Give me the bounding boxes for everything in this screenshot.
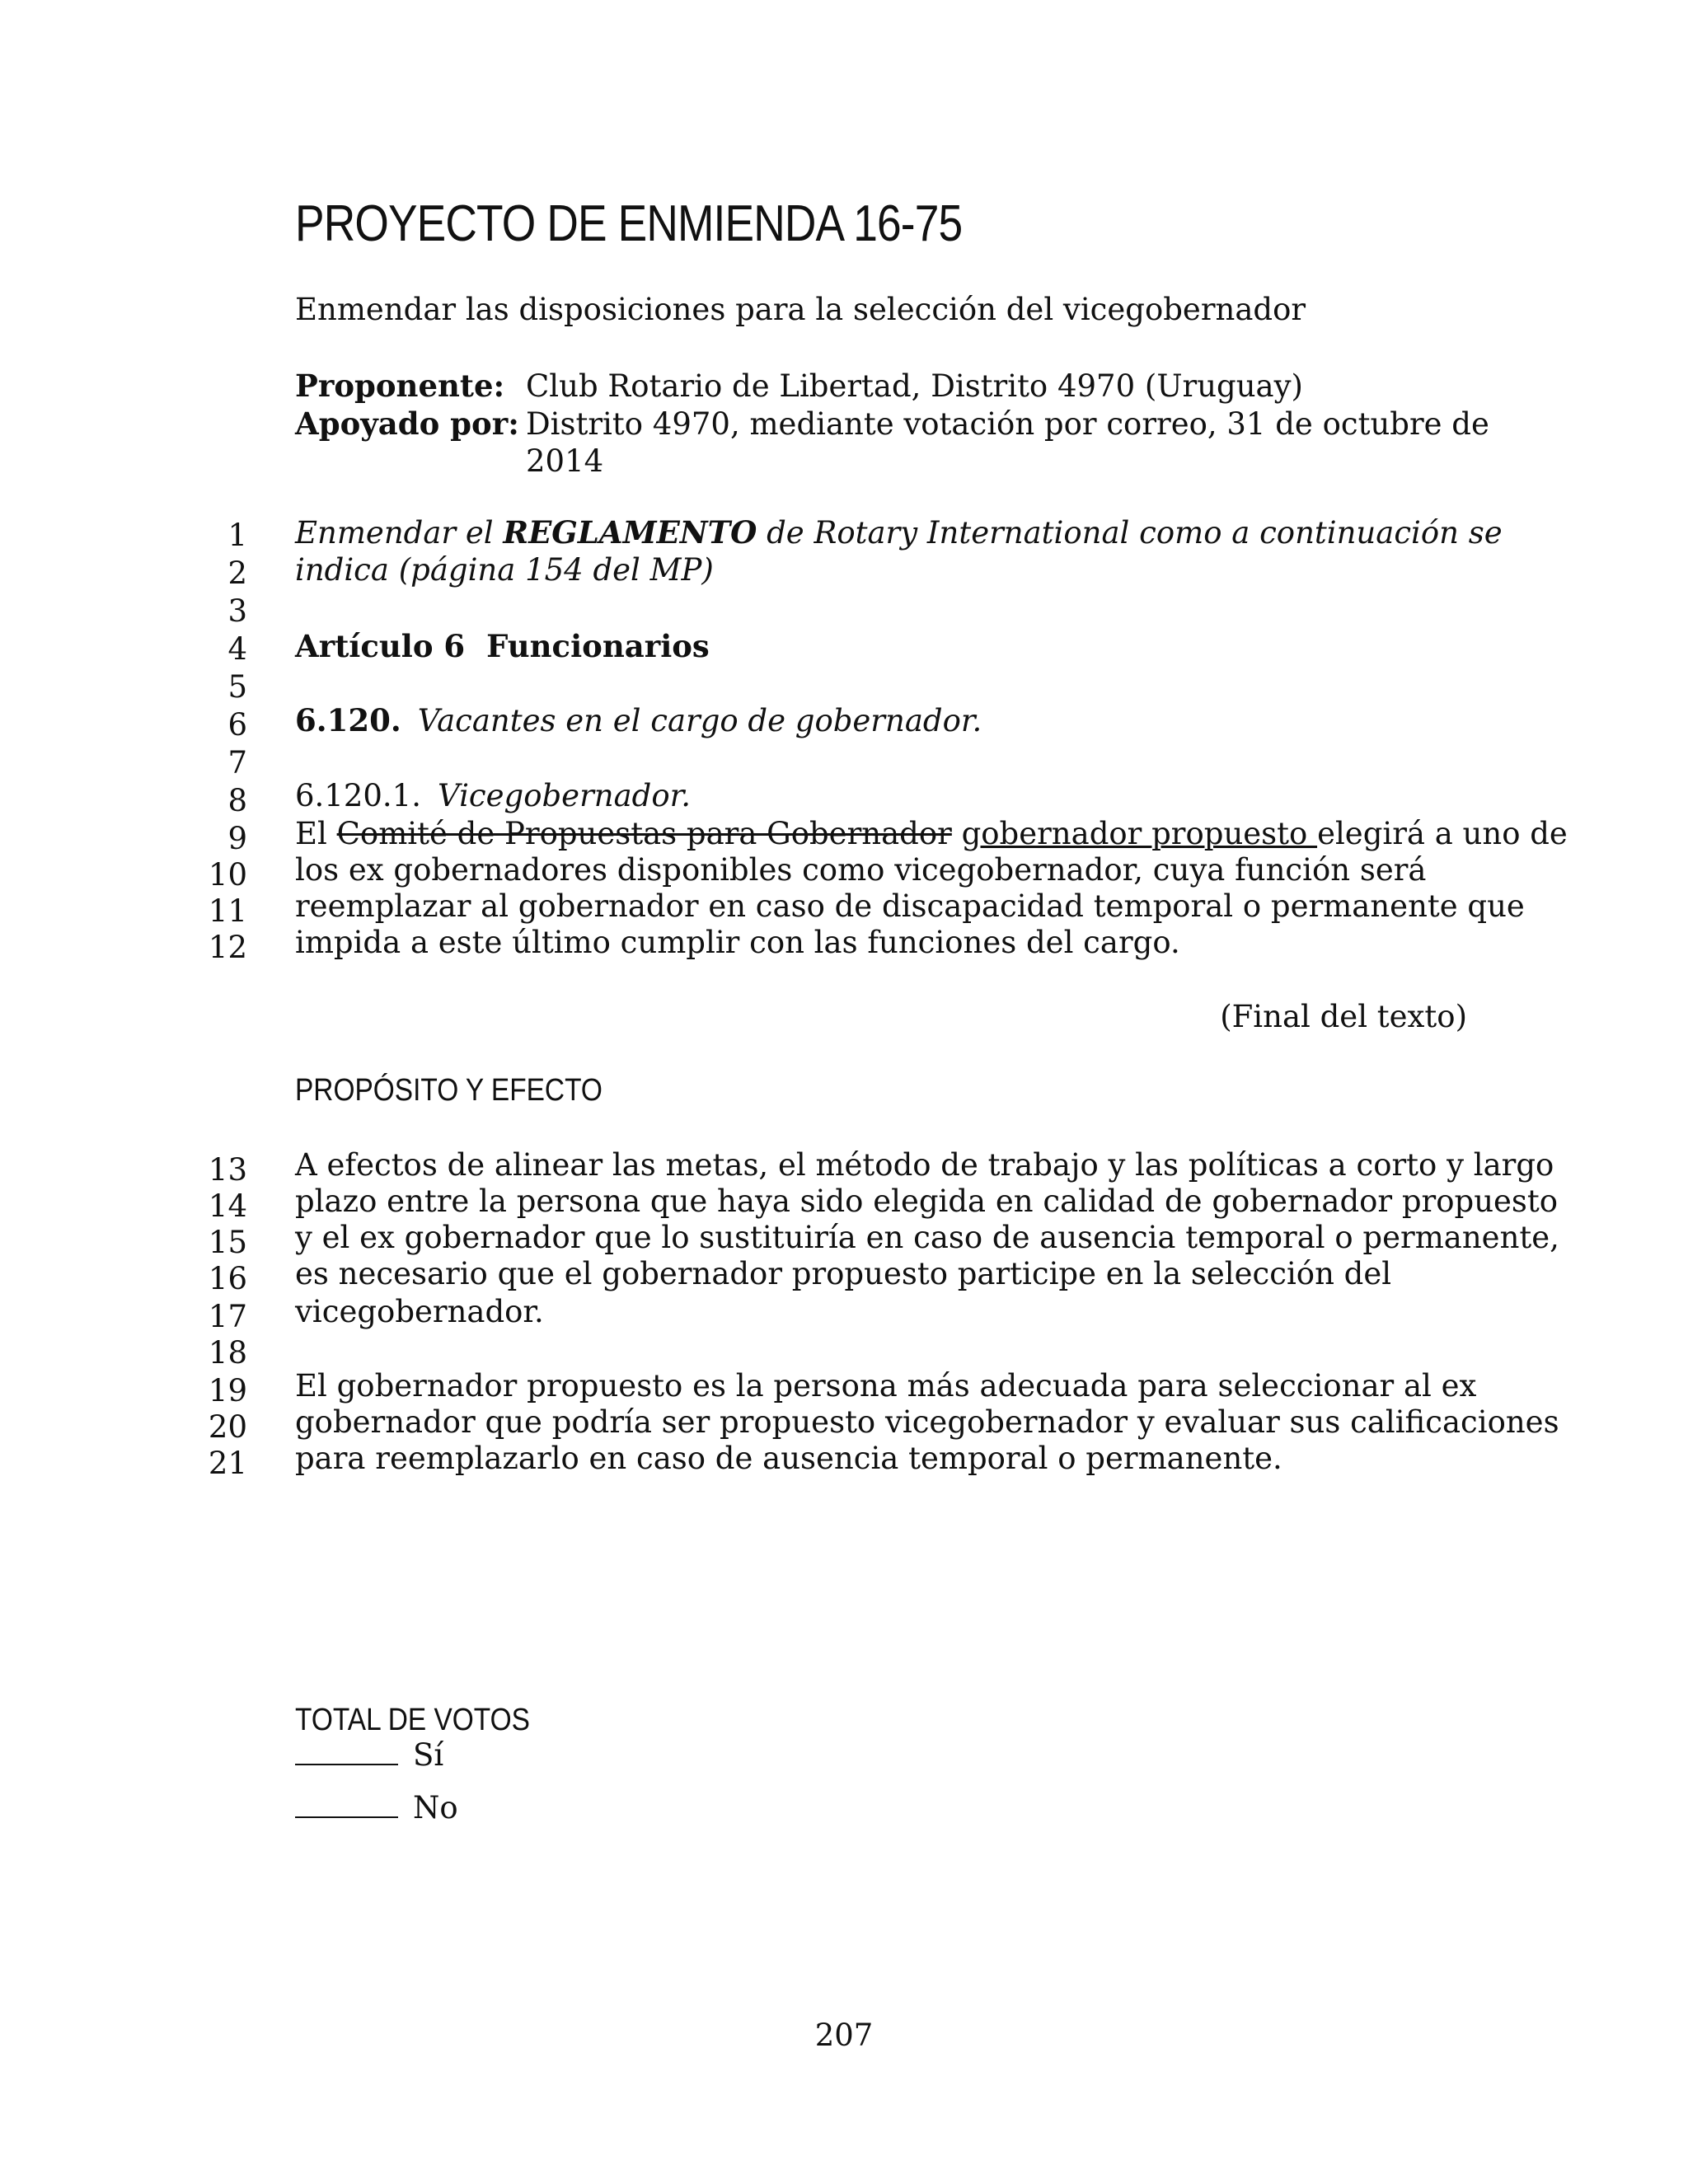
line-number: 17 — [208, 1299, 247, 1334]
article-heading — [295, 628, 710, 664]
purpose-line-21: para reemplazarlo en caso de ausencia temporal o permanente. — [295, 1441, 1282, 1476]
line-number: 9 — [227, 821, 247, 856]
line-number: 21 — [208, 1446, 247, 1481]
end-of-text: (Final del texto) — [1220, 999, 1467, 1034]
amend-bylaws: REGLAMENTO — [503, 514, 757, 551]
line-number: 13 — [208, 1152, 247, 1188]
supported-label: Apoyado por: — [295, 405, 519, 442]
amend-text: Enmendar el — [295, 515, 504, 551]
line-number: 11 — [208, 893, 247, 929]
amend-line-2: indica (página 154 del MP) — [295, 552, 714, 588]
inserted-text: gobernador propuesto — [961, 816, 1318, 851]
body-line-12: impida a este último cumplir con las funciones del cargo. — [295, 925, 1180, 960]
line-number: 2 — [227, 555, 247, 591]
section-title: Vacantes en el cargo de gobernador. — [417, 703, 982, 738]
votes-heading: TOTAL DE VOTOS — [295, 1703, 530, 1737]
proponent-value: Club Rotario de Libertad, Distrito 4970 (Uruguay) — [526, 368, 1303, 404]
section-heading — [295, 702, 982, 738]
body-line-11: reemplazar al gobernador en caso de discapacidad temporal o permanente que — [295, 888, 1525, 924]
purpose-line-20: gobernador que podría ser propuesto vicegobernador y evaluar sus calificaciones — [295, 1404, 1559, 1440]
proponent-row — [295, 368, 1303, 404]
purpose-heading: PROPÓSITO Y EFECTO — [295, 1073, 603, 1108]
line-number: 16 — [208, 1261, 247, 1296]
document-title: PROYECTO DE ENMIENDA 16-75 — [295, 195, 963, 252]
deleted-text: Comité de Propuestas para Gobernador — [336, 816, 952, 851]
purpose-line-15: y el ex gobernador que lo sustituiría en caso de ausencia temporal o permanente, — [295, 1220, 1559, 1255]
document-subtitle: Enmendar las disposiciones para la selección del vicegobernador — [295, 292, 1306, 327]
vote-yes-row — [295, 1737, 443, 1773]
article-number: Artículo 6 — [295, 628, 466, 664]
supported-row — [295, 405, 1489, 442]
amend-text: de Rotary International como a continuación se — [757, 515, 1503, 551]
purpose-line-16: es necesario que el gobernador propuesto participe en la selección del — [295, 1256, 1392, 1291]
subsection-title: Vicegobernador. — [438, 778, 691, 813]
purpose-line-19: El gobernador propuesto es la persona más adecuada para seleccionar al ex — [295, 1368, 1477, 1404]
line-number: 3 — [227, 593, 247, 629]
body-text: elegirá a uno de — [1317, 816, 1568, 851]
line-number: 1 — [227, 518, 247, 553]
supported-value-continued: 2014 — [526, 443, 604, 479]
purpose-line-13: A efectos de alinear las metas, el método de trabajo y las políticas a corto y largo — [295, 1147, 1554, 1183]
line-number: 18 — [208, 1335, 247, 1371]
line-number: 8 — [227, 783, 247, 818]
line-number: 7 — [227, 745, 247, 780]
vote-yes-label: Sí — [413, 1737, 444, 1773]
line-number: 14 — [208, 1188, 247, 1224]
subsection-heading — [295, 778, 691, 813]
vote-no-row — [295, 1790, 458, 1825]
vote-no-blank[interactable] — [295, 1816, 398, 1818]
purpose-line-17: vicegobernador. — [295, 1294, 544, 1329]
body-line-10: los ex gobernadores disponibles como vicegobernador, cuya función será — [295, 852, 1427, 888]
line-number: 15 — [208, 1225, 247, 1260]
purpose-line-14: plazo entre la persona que haya sido elegida en calidad de gobernador propuesto — [295, 1183, 1559, 1219]
line-number: 10 — [208, 857, 247, 893]
body-text — [952, 816, 962, 851]
section-number: 6.120. — [295, 702, 401, 738]
vote-no-label: No — [413, 1790, 458, 1825]
amend-line-1 — [295, 514, 1503, 551]
line-number: 20 — [208, 1409, 247, 1445]
proponent-label: Proponente: — [295, 368, 505, 404]
supported-value: Distrito 4970, mediante votación por correo, 31 de octubre de — [526, 406, 1489, 442]
page-number: 207 — [814, 2018, 874, 2053]
line-number: 19 — [208, 1373, 247, 1408]
body-line-9 — [295, 816, 1568, 851]
body-text: El — [295, 816, 337, 851]
line-number: 5 — [227, 669, 247, 705]
subsection-number: 6.120.1. — [295, 778, 421, 813]
line-number: 4 — [227, 631, 247, 667]
article-name: Funcionarios — [486, 628, 710, 664]
line-number: 6 — [227, 707, 247, 743]
line-number: 12 — [208, 930, 247, 965]
vote-yes-blank[interactable] — [295, 1763, 398, 1765]
